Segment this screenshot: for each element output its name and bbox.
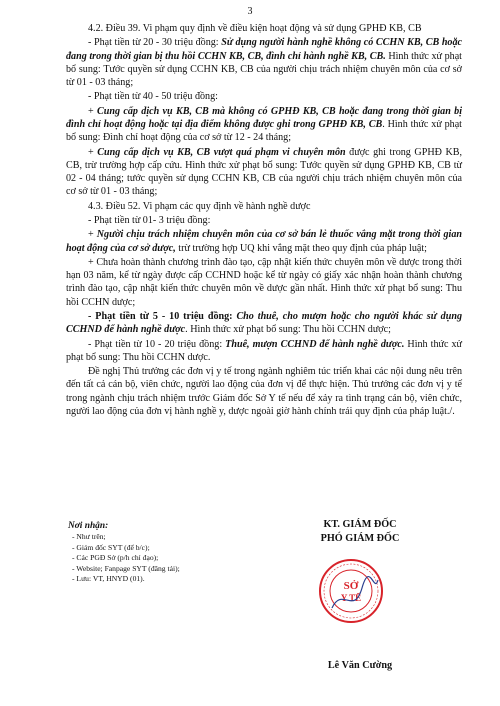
text-run: + [88,105,98,117]
text-run: 4.2. Điều 39. Vi phạm quy định về điều kiện hoạt động và sử dụng GPHĐ KB, CB [88,23,422,34]
text-run: Cung cấp dịch vụ KB, CB vượt quá phạm vi chuyên môn [97,146,346,158]
text-run: Hình thức xử phạt bổ sung: Thu hồi CCHN dược. [66,338,463,363]
signer-name: Lê Văn Cường [327,660,393,671]
page-number: 3 [247,6,253,17]
text-run: - Phạt tiền từ 10 - 20 triệu đồng: [88,338,226,350]
body-paragraph [66,365,462,418]
recipients-list [68,532,268,584]
text-run: - Phạt tiền từ 20 - 30 triệu đồng: [88,37,222,49]
text-run: . Hình thức xử phạt bổ sung: Đình chỉ hoạt động của cơ sở từ 12 - 24 tháng; [66,118,462,144]
recipient-item: - Như trên; [72,532,106,542]
text-run: + [88,229,97,241]
signature-title-line2: PHÓ GIÁM ĐỐC [320,533,400,544]
signature-title-line1: KT. GIÁM ĐỐC [323,519,397,530]
document-body [66,22,462,419]
text-run: + [88,146,98,158]
text-run: . Hình thức xử phạt bổ sung: Thu hồi CCHN dược; [185,324,391,336]
svg-text:SỞ: SỞ [343,580,359,592]
body-paragraph [66,256,462,309]
text-run: Cung cấp dịch vụ KB, CB mà không có GPHĐ KB, CB hoặc đang trong thời gian bị đình chỉ hoạt động hoặc tại địa điểm không được ghi trong GPHĐ KB, CB [66,105,462,130]
recipients-heading: Nơi nhận: [68,521,109,531]
body-paragraph [66,90,462,103]
text-run: Thuê, mượn CCHND để hành nghề dược. [225,338,405,350]
body-paragraph [66,228,462,254]
svg-text:Y TẾ: Y TẾ [340,593,362,603]
text-run: - Phạt tiền từ 5 - 10 triệu đồng: [88,310,237,322]
body-paragraph [66,338,462,364]
signature-block [260,518,460,671]
text-run: Đề nghị Thủ trưởng các đơn vị y tế trong ngành nghiêm túc triển khai các nội dung nêu trên đến tất cả cán bộ, viên chức, người lao động của đơn vị để thực hiện. Thủ trưởng các đơn vị y tế trong ngành chịu trách nhiệm trước Giám đốc Sở Y tế nếu để xảy ra tình trạng cán bộ, viên chức, người lao động của đơn vị hành nghề y, dược ngoài giờ hành chính trái quy định của pháp luật./. [66,366,462,417]
text-run: 4.3. Điều 52. Vi phạm các quy định về hành nghề dược [88,200,311,212]
body-paragraph [66,310,462,336]
text-run: - Phạt tiền từ 01- 3 triệu đồng: [88,214,211,226]
text-run: được ghi trong GPHĐ KB, CB, trừ trường hợp cấp cứu. Hình thức xử phạt bổ sung: Tước quyền sử dụng GPHĐ KB, CB từ 02 - 04 tháng; tước quyền sử dụng CCHN KB, CB của người chịu trách nhiệm chuyên môn của cơ sở từ 01 - 03 tháng; [66,146,463,198]
official-seal-stamp [318,558,384,624]
recipient-item: - Website; Fanpage SYT (đăng tải); [72,563,180,573]
body-paragraph [66,146,462,199]
recipient-item: - Các PGĐ Sở (p/h chỉ đạo); [72,553,159,563]
body-paragraph [66,22,462,35]
text-run: Sử dụng người hành nghề không có CCHN KB, CB hoặc đang trong thời gian bị thu hồi CCHN KB, CB, đình chỉ hành nghề KB, CB. [66,37,463,62]
body-paragraph [66,214,462,227]
text-run: Hình thức xử phạt bổ sung: Tước quyền sử dụng CCHN KB, CB của người chịu trách nhiệm chuyên môn của cơ sở từ 01 - 03 tháng; [66,50,462,88]
recipients-block [68,521,268,584]
recipient-item: - Lưu: VT, HNYD (01). [72,574,145,584]
recipient-item: - Giám đốc SYT (để b/c); [72,542,150,552]
body-paragraph [66,200,462,213]
text-run: Cho thuê, cho mượn hoặc cho người khác sử dụng CCHND để hành nghề dược [66,310,462,336]
text-run: + Chưa hoàn thành chương trình đào tạo, cập nhật kiến thức chuyên môn về dược trong thời hạn 03 năm, kể từ ngày được cấp CCHND hoặc kể từ ngày có giấy xác nhận hoàn thành chương trình đào tạo, cập nhật kiến thức chuyên môn về dược gần nhất. Hình thức xử phạt bổ sung: Thu hồi CCHN dược; [66,256,462,308]
body-paragraph [66,36,462,89]
text-run: - Phạt tiền từ 40 - 50 triệu đồng: [88,91,218,103]
text-run: Người chịu trách nhiệm chuyên môn của cơ sở bán lẻ thuốc vắng mặt trong thời gian hoạt động của cơ sở dược, [66,229,463,254]
body-paragraph [66,105,462,145]
text-run: trừ trường hợp UQ khi vắng mặt theo quy định của pháp luật; [175,242,427,254]
